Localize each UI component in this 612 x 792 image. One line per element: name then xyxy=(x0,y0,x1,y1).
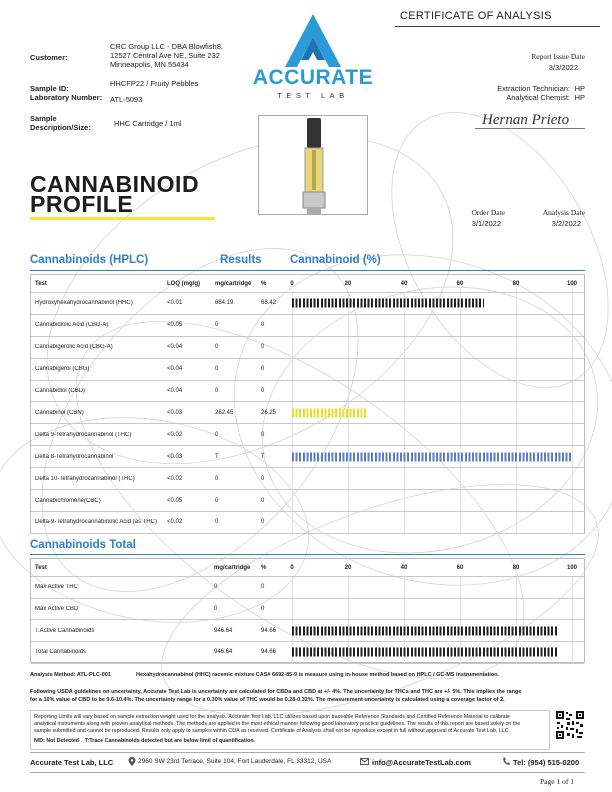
qr-code-icon xyxy=(555,710,585,740)
table-row xyxy=(31,446,584,468)
column-header-test: Test xyxy=(35,280,47,287)
lab-number-value: ATL-5093 xyxy=(110,95,143,104)
footer-divider-top xyxy=(30,752,585,753)
customer-line-1: CRC Group LLC - DBA Blowfish8. xyxy=(110,42,223,51)
sample-description-value: HHC Cartridge / 1ml xyxy=(114,119,182,128)
table-row xyxy=(31,337,584,359)
table-row xyxy=(31,512,584,534)
uncertainty-line-2: for a 10% value of CBD to be 9.6-10.4%. The uncertainty range for a 0.30% value of THC would be 0.28-0.32%. The measurement uncertainty is calculated using a coverage factor of 2. xyxy=(30,696,505,703)
report-issue-date: 3/3/2022 xyxy=(548,63,578,72)
test-name: Max Active THC xyxy=(35,584,78,591)
table-row xyxy=(31,315,584,337)
lab-number-label: Laboratory Number: xyxy=(30,93,103,102)
mg-value: 0 xyxy=(215,388,219,395)
test-name: Cannabichromene(CBC) xyxy=(35,497,101,504)
axis-tick-label: 40 xyxy=(400,280,408,287)
test-name: Total Cannabinoids xyxy=(35,649,87,656)
percent-value: 0 xyxy=(261,431,265,438)
sample-desc-label-2: Description/Size: xyxy=(30,123,91,132)
uncertainty-line-1: Following USDA guidelines on uncertainty, Accurate Test Lab is uncertainty are calculated for CBDa and CBD at +/- 4%. The uncertainty for THCs and THC are +/- 5%. This implies the range xyxy=(30,689,522,695)
email-icon xyxy=(360,758,369,765)
order-date-label: Order Date xyxy=(471,208,505,217)
nd-note: N/D: Not Detected xyxy=(34,738,80,745)
hplc-section-title: Cannabinoids (HPLC) xyxy=(30,254,149,266)
mg-value: 0 xyxy=(215,475,219,482)
trace-note: T:Trace Cannabinoids detected but are below limit of quantification. xyxy=(84,738,256,745)
percent-value: 26.25 xyxy=(261,409,277,416)
test-name: Delta 8-Tetrahydrocannabinol xyxy=(35,453,114,460)
uncertainty-note xyxy=(30,689,590,704)
profile-title-line-1: CANNABINOID xyxy=(30,171,200,197)
column-header-pct: % xyxy=(261,280,267,287)
percent-value: 0 xyxy=(261,344,265,351)
table-row xyxy=(31,468,584,490)
percent-value: 68.42 xyxy=(261,300,277,307)
sample-description-label xyxy=(30,114,91,132)
footer-address: 2960 SW 23rd Terrace, Suite 104, Fort Lauderdale, FL 33312, USA xyxy=(138,758,332,765)
table-row xyxy=(31,359,584,381)
analysis-date-value: 3/2/2022 xyxy=(551,219,581,228)
loq-value: <0.02 xyxy=(167,519,183,526)
column-header-test: Test xyxy=(35,564,47,571)
analytical-chemist-value: HP xyxy=(574,93,585,102)
table-row xyxy=(31,293,584,315)
percent-bar xyxy=(292,452,572,461)
mg-value: 0 xyxy=(214,584,218,591)
test-name: Cannabigerol (CBG) xyxy=(35,366,90,373)
extraction-technician-value: HP xyxy=(574,84,585,93)
mg-value: 946.64 xyxy=(214,649,233,656)
totals-section-title: Cannabinoids Total xyxy=(30,539,136,551)
column-header-mgcart: mg/cartridge xyxy=(214,564,251,571)
hplc-section-line xyxy=(30,270,585,271)
table-row xyxy=(31,620,584,642)
axis-tick-label: 80 xyxy=(512,564,520,571)
sample-id-label: Sample ID: xyxy=(30,84,69,93)
test-name: T.Active Cannabinoids xyxy=(35,627,95,634)
column-header-loq: LOQ (mg/g) xyxy=(167,280,200,287)
logo-subtitle: TEST LAB xyxy=(277,91,349,100)
column-header-pct: % xyxy=(261,564,267,571)
results-title: Results xyxy=(220,254,262,266)
footer-divider-bottom xyxy=(30,772,585,773)
order-date-value: 3/1/2022 xyxy=(471,219,501,228)
totals-section-line xyxy=(30,554,585,555)
profile-title xyxy=(30,171,200,217)
notes-line-3: sample submitted and cannot be reproduced. Results only apply to samples within COA as received. Certificate of Analysis shall not be reproduce except in full without approval of Accurate Test Lab, LLC. xyxy=(34,727,511,734)
percent-value: 0 xyxy=(261,606,265,613)
analysis-method-label: Analysis Method: ATL-PLC-001 xyxy=(30,672,111,678)
customer-line-3: Minneapolis, MN 55434 xyxy=(110,60,189,69)
page-number: Page 1 of 1 xyxy=(540,777,574,786)
product-photo xyxy=(258,115,368,215)
table-row xyxy=(31,381,584,403)
test-name: Delta-9-Tetrahydrocannabinolic Acid (as THC) xyxy=(35,519,157,526)
customer-address xyxy=(110,42,223,69)
percent-bar xyxy=(292,299,484,308)
test-name: Cannabinol (CBN) xyxy=(35,409,84,416)
test-name: Cannabigerolic Acid (CBG-A) xyxy=(35,344,113,351)
test-name: Max Active CBD xyxy=(35,606,79,613)
table-header-row xyxy=(31,559,584,577)
percent-value: 0 xyxy=(261,497,265,504)
mg-value: 0 xyxy=(215,431,219,438)
reporting-notes xyxy=(30,710,550,750)
certificate-title: CERTIFICATE OF ANALYSIS xyxy=(400,10,552,22)
axis-tick-label: 60 xyxy=(456,280,464,287)
percent-value: 0 xyxy=(261,475,265,482)
mg-value: 946.64 xyxy=(214,627,233,634)
table-row xyxy=(31,424,584,446)
test-name: Hydroxyhexahydrocannabinol (HHC) xyxy=(35,300,133,307)
report-issue-label: Report Issue Date xyxy=(531,52,585,61)
percent-value: 0 xyxy=(261,366,265,373)
percent-bar xyxy=(292,626,557,635)
analytical-chemist-label: Analytical Chemist: xyxy=(506,93,570,102)
percent-value: 0 xyxy=(261,322,265,329)
loq-value: <0.05 xyxy=(167,322,183,329)
axis-tick-label: 0 xyxy=(290,564,294,571)
extraction-technician-label: Extraction Technician: xyxy=(497,84,570,93)
axis-tick-label: 100 xyxy=(566,564,578,571)
loq-value: <0.05 xyxy=(167,497,183,504)
analysis-method-text: Hexahydrocannabinol (HHC) racemic mixture CAS# 6692-85-9 is measure using in-house method based on HPLC / GC-MS instrumentation. xyxy=(136,672,500,678)
mg-value: 0 xyxy=(215,497,219,504)
mg-value: 0 xyxy=(215,366,219,373)
notes-line-1: Reporting Limits will vary based on sample extraction weight used for the analysis. Accurate Test Lab, LLC utilizes based upon traceable Reference Standards and Certified Reference Material to calibrate xyxy=(34,714,510,720)
loq-value: <0.04 xyxy=(167,344,183,351)
header-divider xyxy=(395,26,600,27)
cartridge-icon xyxy=(259,116,369,216)
loq-value: <0.01 xyxy=(167,300,183,307)
mg-value: T xyxy=(215,453,219,460)
notes-line-2: analytical instruments along with proven analytical methods. The methods are applied in the most ethical manner following good laboratory practice guidelines. The results of this report are based solely on the xyxy=(34,720,521,727)
percent-bar xyxy=(292,648,557,657)
profile-title-line-2: PROFILE xyxy=(30,191,134,217)
test-name: Cannabidiolic Acid (CBD-A) xyxy=(35,322,109,329)
axis-tick-label: 20 xyxy=(344,280,352,287)
signature-line xyxy=(475,128,585,129)
test-name: Delta 9-Tetrahydrocannabinol (THC) xyxy=(35,431,132,438)
cannabinoid-percent-title: Cannabinoid (%) xyxy=(290,254,381,266)
location-icon xyxy=(128,757,136,766)
signature: Hernan Prieto xyxy=(482,112,570,128)
footer-company: Accurate Test Lab, LLC xyxy=(30,758,114,767)
axis-tick-label: 0 xyxy=(290,280,294,287)
mg-value: 684.19 xyxy=(215,300,234,307)
loq-value: <0.03 xyxy=(167,453,183,460)
column-header-mgcart: mg/cartridge xyxy=(215,280,252,287)
mg-value: 0 xyxy=(215,519,219,526)
footer-email[interactable]: info@AccurateTestLab.com xyxy=(372,758,471,767)
mg-value: 0 xyxy=(215,322,219,329)
percent-value: 0 xyxy=(261,388,265,395)
analysis-date-label: Analysis Date xyxy=(542,208,585,217)
axis-tick-label: 40 xyxy=(400,564,408,571)
loq-value: <0.03 xyxy=(167,409,183,416)
table-row xyxy=(31,642,584,664)
loq-value: <0.02 xyxy=(167,475,183,482)
axis-tick-label: 20 xyxy=(344,564,352,571)
customer-line-2: 12527 Central Ave NE, Suite 232 xyxy=(110,51,220,60)
percent-value: 0 xyxy=(261,519,265,526)
table-header-row xyxy=(31,275,584,293)
phone-icon xyxy=(502,757,510,766)
table-row xyxy=(31,577,584,599)
axis-tick-label: 100 xyxy=(566,280,578,287)
table-row xyxy=(31,490,584,512)
table-row xyxy=(31,403,584,425)
percent-bar xyxy=(292,408,366,417)
percent-value: 94.66 xyxy=(261,627,277,634)
hplc-table xyxy=(30,274,585,534)
test-name: Cannabidiol (CBD) xyxy=(35,388,86,395)
logo-name: ACCURATE xyxy=(252,66,374,89)
footer-phone: Tel: (954) 515-0200 xyxy=(513,758,580,767)
mg-value: 262.45 xyxy=(215,409,234,416)
percent-value: 0 xyxy=(261,584,265,591)
percent-value: T xyxy=(261,453,265,460)
table-row xyxy=(31,599,584,621)
customer-label: Customer: xyxy=(30,53,68,62)
loq-value: <0.04 xyxy=(167,366,183,373)
profile-underline xyxy=(30,217,215,220)
loq-value: <0.02 xyxy=(167,431,183,438)
axis-tick-label: 60 xyxy=(456,564,464,571)
totals-table xyxy=(30,558,585,663)
axis-tick-label: 80 xyxy=(512,280,520,287)
sample-id-value: HHCFP22 / Fruity Pebbles xyxy=(110,79,199,88)
percent-value: 94.66 xyxy=(261,649,277,656)
mg-value: 0 xyxy=(214,606,218,613)
sample-desc-label-1: Sample xyxy=(30,114,57,123)
loq-value: <0.04 xyxy=(167,388,183,395)
notes-legend xyxy=(34,738,546,745)
mg-value: 0 xyxy=(215,344,219,351)
test-name: Delta 10-Tetrahydrocannabinol (THC) xyxy=(35,475,135,482)
